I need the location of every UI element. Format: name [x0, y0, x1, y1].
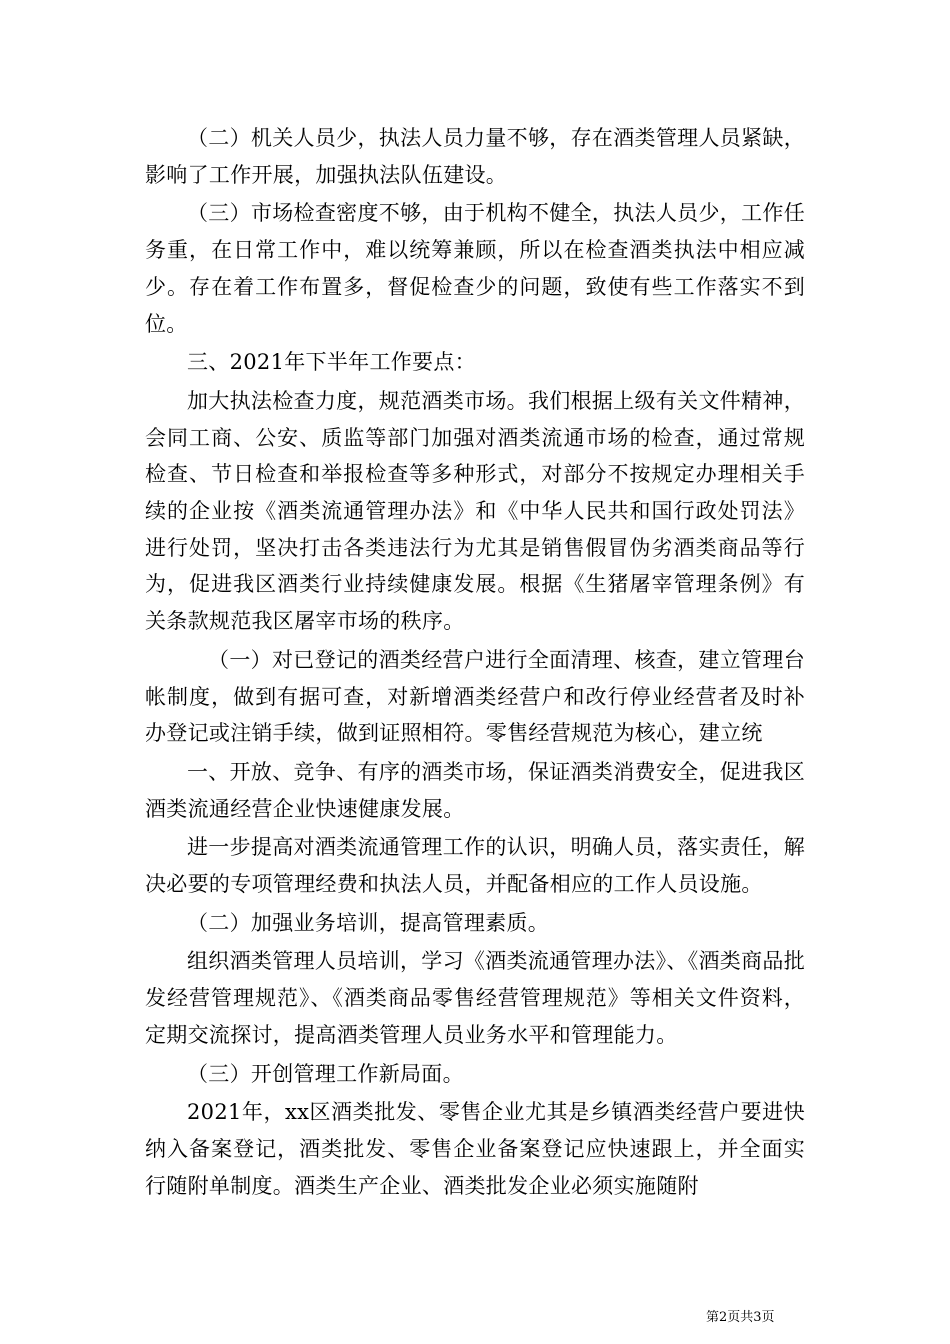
paragraph-section-2-staff: （二）机关人员少，执法人员力量不够，存在酒类管理人员紧缺，影响了工作开展，加强执法队伍建设。 — [145, 126, 805, 187]
paragraph-open-market: 一、开放、竞争、有序的酒类市场，保证酒类消费安全，促进我区酒类流通经营企业快速健康发展。 — [145, 759, 805, 821]
paragraph-awareness: 进一步提高对酒类流通管理工作的认识，明确人员，落实责任，解决必要的专项管理经费和执法人员，并配备相应的工作人员设施。 — [145, 835, 805, 897]
paragraph-heading-2021-plan: 三、2021年下半年工作要点： — [187, 350, 476, 375]
paragraph-enforcement: 加大执法检查力度，规范酒类市场。我们根据上级有关文件精神，会同工商、公安、质监等部门加强对酒类流通市场的检查，通过常规检查、节日检查和举报检查等多种形式，对部分不按规定办理相关手续的企业按《酒类流通管理办法》和《中华人民共和国行政处罚法》进行处罚，坚决打击各类违法行为尤其是销售假冒伪劣酒类商品等行为，促进我区酒类行业持续健康发展。根据《生猪屠宰管理条例》有关条款规范我区屠宰市场的秩序。 — [145, 388, 805, 634]
paragraph-item-2-training-heading: （二）加强业务培训，提高管理素质。 — [187, 910, 550, 935]
paragraph-2021-registration: 2021年，xx区酒类批发、零售企业尤其是乡镇酒类经营户要进快纳入备案登记，酒类批发、零售企业备案登记应快速跟上，并全面实行随附单制度。酒类生产企业、酒类批发企业必须实施随附 — [145, 1100, 805, 1198]
page-number-footer: 第2页共3页 — [706, 1310, 775, 1325]
paragraph-item-1-registration: （一）对已登记的酒类经营户进行全面清理、核查，建立管理台帐制度，做到有据可查，对新增酒类经营户和改行停业经营者及时补办登记或注销手续，做到证照相符。零售经营规范为核心，建立统 — [145, 647, 805, 746]
document-body — [145, 120, 805, 1206]
paragraph-item-3-new-situation-heading: （三）开创管理工作新局面。 — [187, 1061, 464, 1086]
paragraph-training: 组织酒类管理人员培训，学习《酒类流通管理办法》、《酒类商品批发经营管理规范》、《酒类商品零售经营管理规范》等相关文件资料，定期交流探讨，提高酒类管理人员业务水平和管理能力。 — [145, 949, 805, 1047]
paragraph-section-3-inspection: （三）市场检查密度不够，由于机构不健全，执法人员少，工作任务重，在日常工作中，难以统筹兼顾，所以在检查酒类执法中相应减少。存在着工作布置多，督促检查少的问题，致使有些工作落实不到位。 — [145, 201, 805, 336]
